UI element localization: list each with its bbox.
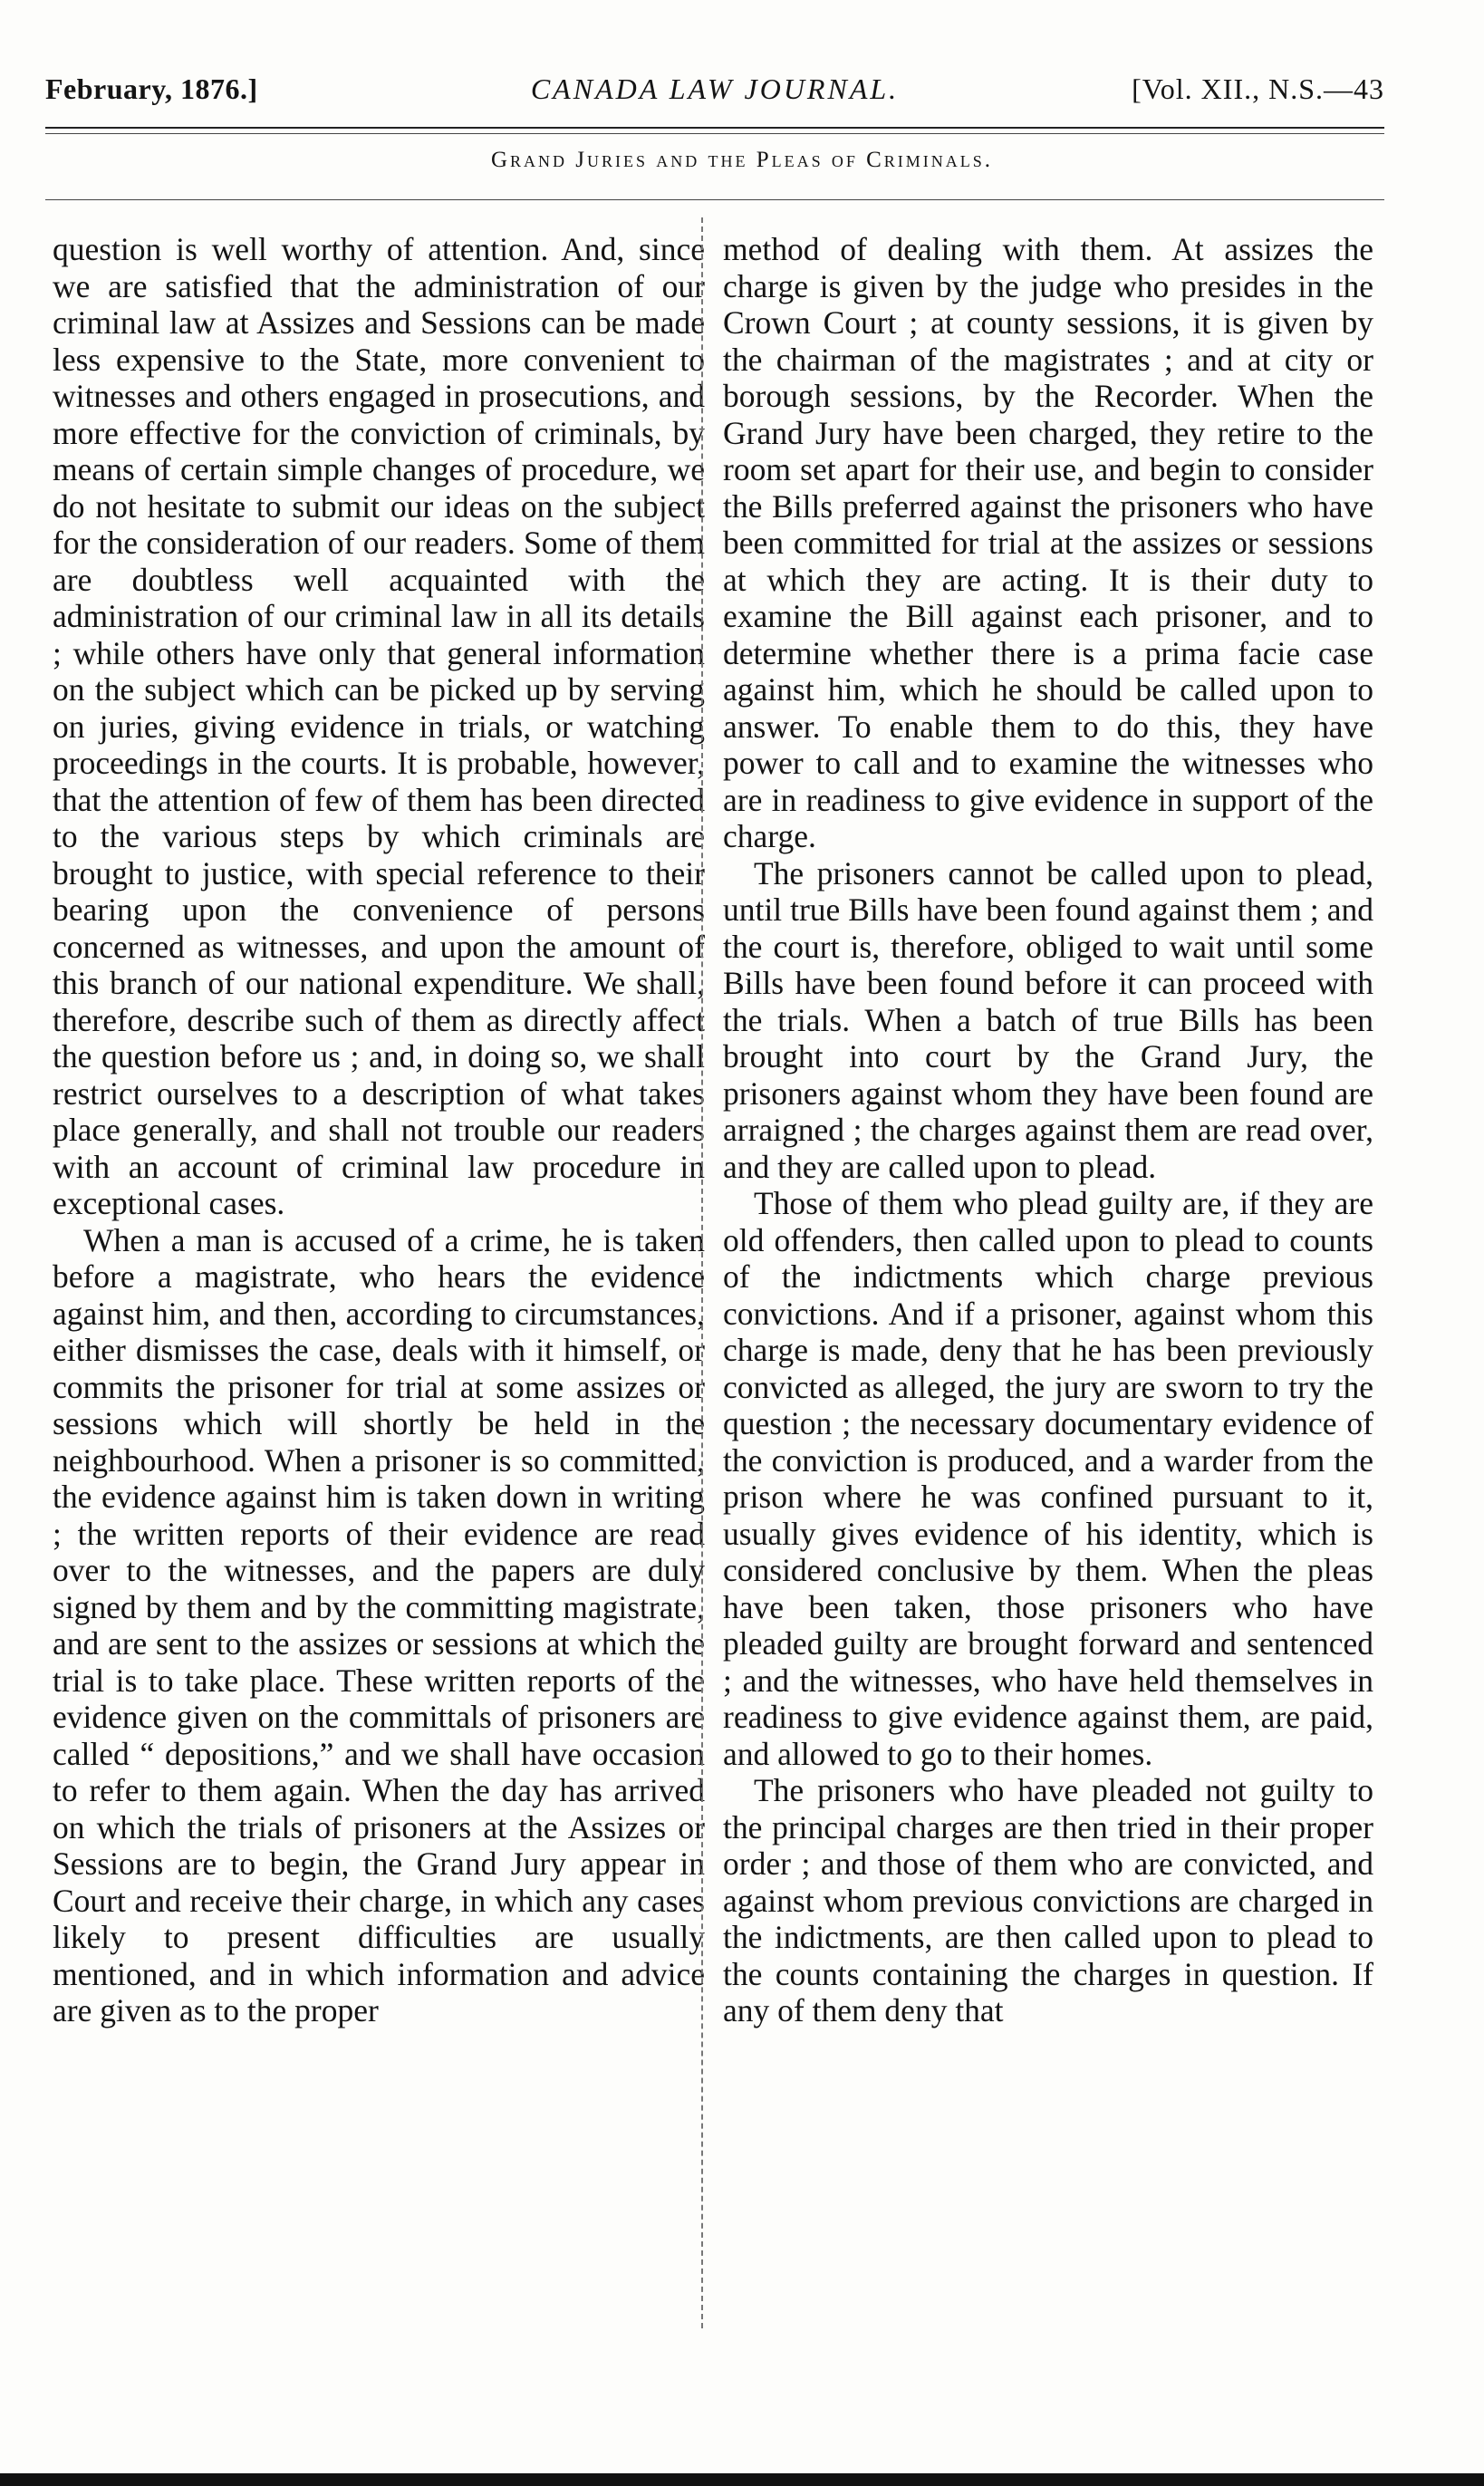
paragraph: method of dealing with them. At assizes the charge is given by the judge who presides in the Crown Court ; at county sessions, it is given by the chairman of the magistrates ; and at city or borough sessions, by the Recorder. When the Grand Jury have been charged, they retire to the room set apart for their use, and begin to consider the Bills preferred against the prisoners who have been committed for trial at the assizes or sessions at which they are acting. It is their duty to examine the Bill against each prisoner, and to determine whether there is a prima facie case against him, which he should be called upon to answer. To enable them to do this, they have power to call and to examine the witnesses who are in readiness to give evidence in support of the charge. bbox=[723, 231, 1373, 854]
paragraph: When a man is accused of a crime, he is taken before a magistrate, who hears the evidence against him, and then, according to circumstances, either dismisses the case, deals with it himself, or commits the prisoner for trial at some assizes or sessions which will shortly be held in the neighbourhood. When a prisoner is so committed, the evidence against him is taken down in writing ; the written reports of their evidence are read over to the witnesses, and the papers are duly signed by them and by the committing magistrate, and are sent to the assizes or sessions at which the trial is to take place. These written reports of the evidence given on the committals of prisoners are called “ depositions,” and we shall have occasion to refer to them again. When the day has arrived on which the trials of prisoners at the Assizes or Sessions are to begin, the Grand Jury appear in Court and receive their charge, in which any cases likely to present difficulties are usually mentioned, and in which information and advice are given as to the proper bbox=[53, 1221, 705, 2028]
paragraph: The prisoners cannot be called upon to plead, until true Bills have been found against them ; and the court is, therefore, obliged to wait until some Bills have been found before it can proceed with the trials. When a batch of true Bills has been brought into court by the Grand Jury, the prisoners against whom they have been found are arraigned ; the charges against them are read over, and they are called upon to plead. bbox=[723, 854, 1373, 1185]
column-divider bbox=[701, 217, 703, 2328]
page-bottom-edge bbox=[0, 2473, 1484, 2486]
right-column bbox=[723, 231, 1373, 2029]
left-column bbox=[53, 231, 705, 2029]
running-header bbox=[45, 72, 1384, 118]
paragraph: The prisoners who have pleaded not guilty to the principal charges are then tried in their proper order ; and those of them who are convicted, and against whom previous convictions are charged in the indictments, are then called upon to plead to the counts containing the charges in question. If any of them deny that bbox=[723, 1772, 1373, 2028]
header-rule-top bbox=[45, 127, 1384, 129]
issue-date: February, 1876.] bbox=[45, 72, 258, 105]
volume-page: [Vol. XII., N.S.—43 bbox=[1132, 72, 1384, 105]
article-title: Grand Juries and the Pleas of Criminals. bbox=[490, 148, 994, 172]
paragraph: Those of them who plead guilty are, if they are old offenders, then called upon to plead to counts of the indictments which charge previous convictions. And if a prisoner, against whom this charge is made, deny that he has been previously convicted as alleged, the jury are sworn to try the question ; the necessary documentary evidence of the conviction is produced, and a warder from the prison where he was confined pursuant to it, usually gives evidence of his identity, which is considered conclusive by them. When the pleas have been taken, those prisoners who have pleaded guilty are brought forward and sentenced ; and the witnesses, who have held themselves in readiness to give evidence against them, are paid, and allowed to go to their homes. bbox=[723, 1185, 1373, 1772]
header-rule-bottom bbox=[45, 133, 1384, 134]
journal-title: CANADA LAW JOURNAL. bbox=[530, 72, 900, 105]
paragraph: question is well worthy of attention. And, since we are satisfied that the administration of our criminal law at Assizes and Sessions can be made less expensive to the State, more convenient to witnesses and others engaged in prosecutions, and more effective for the conviction of criminals, by means of certain simple changes of procedure, we do not hesitate to submit our ideas on the subject for the consideration of our readers. Some of them are doubtless well acquainted with the administration of our criminal law in all its details ; while others have only that general information on the subject which can be picked up by serving on juries, giving evidence in trials, or watching proceedings in the courts. It is probable, however, that the attention of few of them has been directed to the various steps by which criminals are brought to justice, with special reference to their bearing upon the convenience of persons concerned as witnesses, and upon the amount of this branch of our national expenditure. We shall, therefore, describe such of them as directly affect the question before us ; and, in doing so, we shall restrict ourselves to a description of what takes place generally, and shall not trouble our readers with an account of criminal law procedure in exceptional cases. bbox=[53, 231, 705, 1221]
title-rule bbox=[45, 199, 1384, 200]
